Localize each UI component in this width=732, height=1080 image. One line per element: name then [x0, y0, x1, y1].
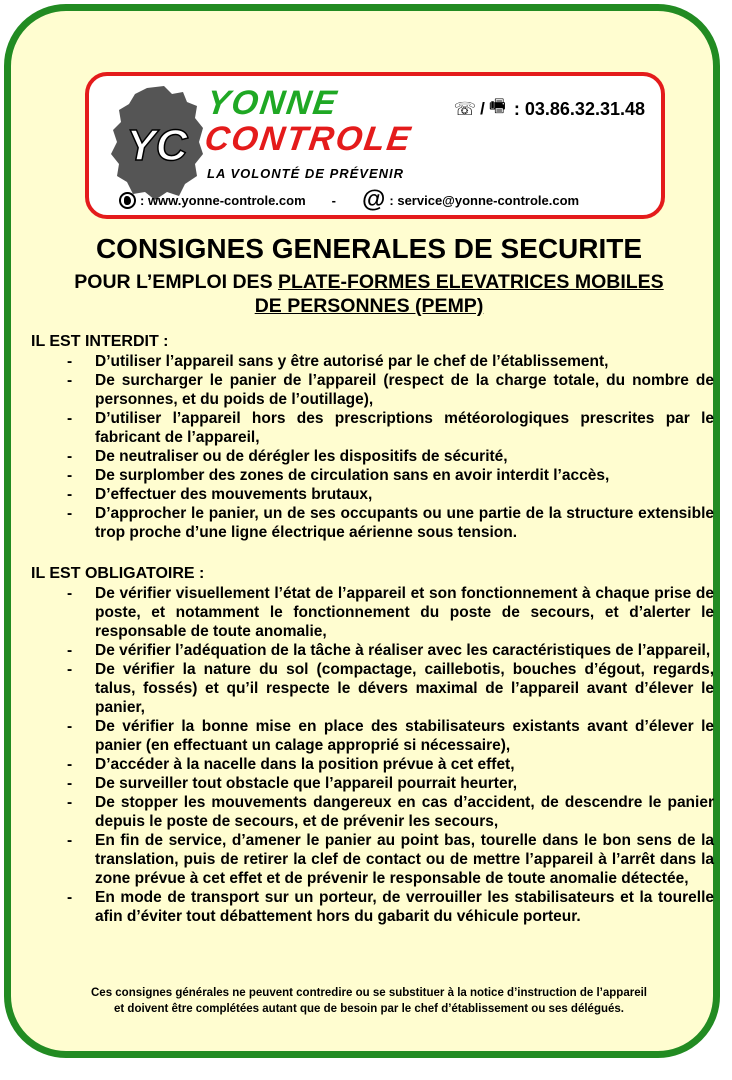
section-heading-obligatoire: IL EST OBLIGATOIRE :: [31, 565, 205, 582]
list-item: - D’effectuer des mouvements brutaux,: [31, 485, 714, 504]
list-item: - De surcharger le panier de l’appareil (respect de la charge totale, du nombre de personnes, et du poids de l’outillage),: [31, 371, 714, 409]
phone-row: [454, 94, 645, 124]
brand-name-line1: YONNE: [204, 84, 341, 122]
fax-icon: 🖷: [488, 96, 506, 116]
list-item: - En mode de transport sur un porteur, de verrouiller les stabilisateurs et la tourelle afin d’éviter tout débattement hors du gabarit du véhicule porteur.: [31, 888, 714, 926]
list-item: - D’approcher le panier, un de ses occupants ou une partie de la structure extensible trop proche d’une ligne électrique aérienne sous tension.: [31, 504, 714, 542]
footer-line2: et doivent être complétées autant que de besoin par le chef d’établissement ou ses délégués.: [114, 1003, 624, 1015]
list-item: - De vérifier l’adéquation de la tâche à réaliser avec les caractéristiques de l’appareil,: [31, 641, 714, 660]
list-interdit: [31, 352, 714, 542]
list-item: - De vérifier la bonne mise en place des stabilisateurs existants avant d’élever le panier (en effectuant un calage approprié si nécessaire),: [31, 717, 714, 755]
brand-name-line2: CONTROLE: [202, 120, 415, 158]
list-item: - D’utiliser l’appareil hors des prescriptions météorologiques prescrites par le fabricant de l’appareil,: [31, 409, 714, 447]
subtitle-prefix: POUR L’EMPLOI DES: [74, 271, 273, 293]
yonne-map-logo: [109, 84, 205, 202]
list-obligatoire: [31, 584, 714, 926]
list-item: - De surplomber des zones de circulation sans en avoir interdit l’accès,: [31, 466, 714, 485]
phone-separator: /: [480, 99, 485, 118]
logo-initials: YC: [126, 121, 188, 170]
list-item: - De surveiller tout obstacle que l’appareil pourrait heurter,: [31, 774, 714, 793]
contact-separator: -: [331, 192, 336, 208]
list-item: - De neutraliser ou de dérégler les dispositifs de sécurité,: [31, 447, 714, 466]
subtitle-underlined-1: PLATE-FORMES ELEVATRICES MOBILES: [278, 271, 664, 293]
poster-frame: [4, 4, 720, 1058]
footer-note: [11, 985, 727, 1017]
phone-number[interactable]: : 03.86.32.31.48: [513, 98, 645, 119]
website-link[interactable]: : www.yonne-controle.com: [140, 192, 306, 208]
globe-icon: [119, 192, 136, 209]
list-item: - De vérifier visuellement l’état de l’appareil et son fonctionnement à chaque prise de poste, et notamment le fonctionnement du poste de secours, et d’alerter le responsable de toute anomalie,: [31, 584, 714, 641]
list-item: - En fin de service, d’amener le panier au point bas, tourelle dans le bon sens de la translation, puis de retirer la clef de contact ou de mettre l’appareil à l’arrêt dans la zone prévue à cet effet et de prévenir le responsable de toute anomalie détectée,: [31, 831, 714, 888]
subtitle: [11, 270, 727, 318]
header-box: [85, 72, 665, 219]
list-item: - De stopper les mouvements dangereux en cas d’accident, de descendre le panier depuis le poste de secours, et de prévenir les secours,: [31, 793, 714, 831]
phone-icon: ☏: [453, 98, 477, 119]
list-item: - D’utiliser l’appareil sans y être autorisé par le chef de l’établissement,: [31, 352, 714, 371]
list-item: - De vérifier la nature du sol (compactage, caillebotis, bouches d’égout, regards, talus, fossés) et qu’il respecte le dévers maximal de l’appareil avant d’élever le panier,: [31, 660, 714, 717]
section-heading-interdit: IL EST INTERDIT :: [31, 333, 169, 350]
subtitle-underlined-2: DE PERSONNES (PEMP): [254, 295, 484, 317]
footer-line1: Ces consignes générales ne peuvent contredire ou se substituer à la notice d’instruction de l’appareil: [91, 987, 647, 999]
list-item: - D’accéder à la nacelle dans la position prévue à cet effet,: [31, 755, 714, 774]
at-icon: @: [362, 186, 386, 213]
email-link[interactable]: : service@yonne-controle.com: [389, 192, 580, 208]
brand-slogan: LA VOLONTÉ DE PRÉVENIR: [207, 166, 405, 181]
main-title: CONSIGNES GENERALES DE SECURITE: [95, 233, 643, 264]
contact-row: [119, 188, 579, 212]
